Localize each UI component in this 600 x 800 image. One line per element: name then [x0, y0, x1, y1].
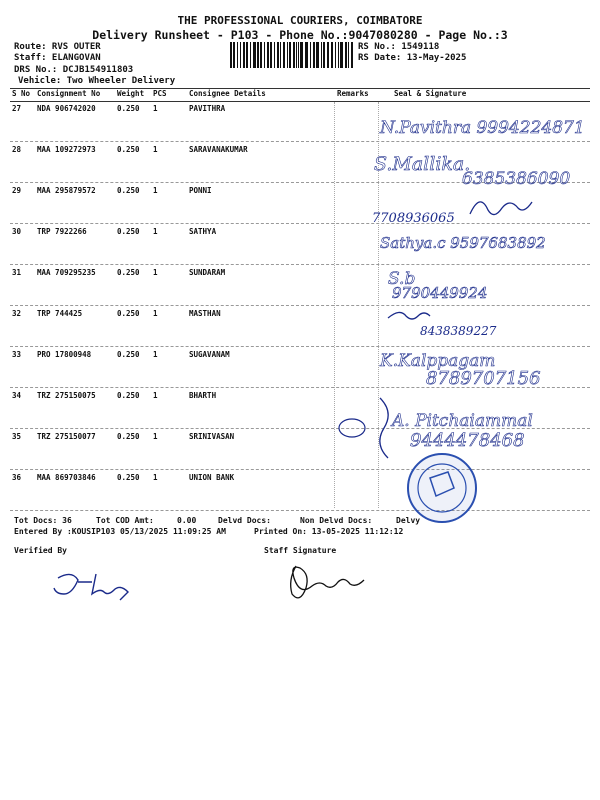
brace-mark — [380, 398, 388, 458]
row-sno: 29 — [12, 186, 22, 195]
handwriting-r31a: S.b — [388, 269, 416, 289]
handwriting-r31b: 9790449924 — [392, 284, 488, 302]
row-weight: 0.250 — [117, 268, 140, 277]
staff-signature — [291, 566, 364, 598]
row-consignee: SATHYA — [189, 227, 217, 236]
signature-r32 — [388, 312, 430, 319]
handwriting-r34: A. Pitchaiammal — [392, 411, 533, 431]
verifier-signature — [54, 574, 128, 600]
row-consignment: MAA 295879572 — [37, 186, 96, 195]
row-consignment: TRP 7922266 — [37, 227, 87, 236]
row-consignment: PRO 17800948 — [37, 350, 92, 359]
row-consignee: BHARTH — [189, 391, 217, 400]
row-sno: 36 — [12, 473, 22, 482]
col-pcs: PCS — [153, 89, 167, 98]
row-consignment: TRZ 275150077 — [37, 432, 96, 441]
row-weight: 0.250 — [117, 473, 140, 482]
row-pcs: 1 — [153, 227, 158, 236]
row-sno: 34 — [12, 391, 22, 400]
vehicle: Vehicle: Two Wheeler Delivery — [18, 76, 176, 86]
col-consignee: Consignee Details — [189, 89, 266, 98]
row-consignee: PAVITHRA — [189, 104, 226, 113]
rs-date: RS Date: 13-May-2025 — [358, 53, 467, 63]
tot-cod-label: Tot COD Amt: — [96, 516, 154, 525]
row-pcs: 1 — [153, 391, 158, 400]
row-pcs: 1 — [153, 473, 158, 482]
row-pcs: 1 — [153, 432, 158, 441]
post-office-stamp — [408, 454, 476, 522]
verified-by-label: Verified By — [14, 546, 67, 555]
drs-number: DRS No.: DCJB154911803 — [14, 65, 134, 75]
handwriting-r30: Sathya.c 9597683892 — [380, 234, 546, 252]
row-consignment: NDA 906742020 — [37, 104, 96, 113]
row-consignee: UNION BANK — [189, 473, 235, 482]
col-signature: Seal & Signature — [394, 89, 467, 98]
entered-by: Entered By :KOUSIP103 05/13/2025 11:09:25 AM — [14, 527, 226, 536]
row-pcs: 1 — [153, 309, 158, 318]
row-consignee: SUGAVANAM — [189, 350, 230, 359]
col-sno: S No — [12, 89, 31, 98]
row-weight: 0.250 — [117, 309, 140, 318]
row-weight: 0.250 — [117, 227, 140, 236]
handwriting-r32: 8438389227 — [420, 324, 497, 338]
handwriting-r28b: 6385386090 — [462, 169, 571, 189]
col-weight: Weight — [117, 89, 145, 98]
row-consignment: MAA 109272973 — [37, 145, 96, 154]
row-consignment: MAA 709295235 — [37, 268, 96, 277]
row-weight: 0.250 — [117, 350, 140, 359]
row-consignment: TRP 744425 — [37, 309, 83, 318]
row-pcs: 1 — [153, 186, 158, 195]
row-sno: 33 — [12, 350, 22, 359]
row-sno: 31 — [12, 268, 22, 277]
handwriting-r27: N.Pavithra 9994224871 — [380, 118, 585, 138]
tot-cod-value: 0.00 — [177, 516, 197, 525]
row-consignee: MASTHAN — [189, 309, 221, 318]
company-title: THE PROFESSIONAL COURIERS, COIMBATORE — [177, 14, 423, 27]
row-pcs: 1 — [153, 145, 158, 154]
row-consignment: TRZ 275150075 — [37, 391, 96, 400]
row-weight: 0.250 — [117, 432, 140, 441]
staff: Staff: ELANGOVAN — [14, 53, 101, 63]
row-sno: 30 — [12, 227, 22, 236]
non-delvd-docs: Non Delvd Docs: — [300, 516, 373, 525]
row-sno: 28 — [12, 145, 22, 154]
handwriting-r28a: S.Mallika. — [374, 153, 471, 175]
handwriting-r29: 7708936065 — [372, 211, 455, 226]
row-weight: 0.250 — [117, 104, 140, 113]
row-sno: 35 — [12, 432, 22, 441]
row-sno: 27 — [12, 104, 22, 113]
printed-on: Printed On: 13-05-2025 11:12:12 — [254, 527, 404, 536]
col-consignment: Consignment No — [37, 89, 101, 98]
row-consignment: MAA 869703846 — [37, 473, 96, 482]
runsheet-subtitle: Delivery Runsheet - P103 - Phone No.:9047080280 - Page No.:3 — [92, 28, 508, 42]
row-weight: 0.250 — [117, 145, 140, 154]
row-pcs: 1 — [153, 104, 158, 113]
row-weight: 0.250 — [117, 391, 140, 400]
staff-signature-label: Staff Signature — [264, 546, 337, 555]
handwriting-r33b: 8789707156 — [426, 368, 541, 389]
delvd-docs: Delvd Docs: — [218, 516, 271, 525]
handwriting-r35: 9444478468 — [410, 430, 525, 451]
row-sno: 32 — [12, 309, 22, 318]
row-consignee: PONNI — [189, 186, 212, 195]
route: Route: RVS OUTER — [14, 42, 101, 52]
row-consignee: SARAVANAKUMAR — [189, 145, 248, 154]
row-pcs: 1 — [153, 268, 158, 277]
row-consignee: SRINIVASAN — [189, 432, 235, 441]
signature-r29 — [470, 202, 532, 215]
tot-docs: Tot Docs: 36 — [14, 516, 72, 525]
handwriting-r33a: K.Kalppagam — [380, 351, 496, 371]
remark-mark — [339, 419, 365, 437]
row-weight: 0.250 — [117, 186, 140, 195]
row-consignee: SUNDARAM — [189, 268, 226, 277]
col-remarks: Remarks — [337, 89, 369, 98]
rs-number: RS No.: 1549118 — [358, 42, 440, 52]
delvy-label: Delvy — [396, 516, 421, 525]
row-pcs: 1 — [153, 350, 158, 359]
